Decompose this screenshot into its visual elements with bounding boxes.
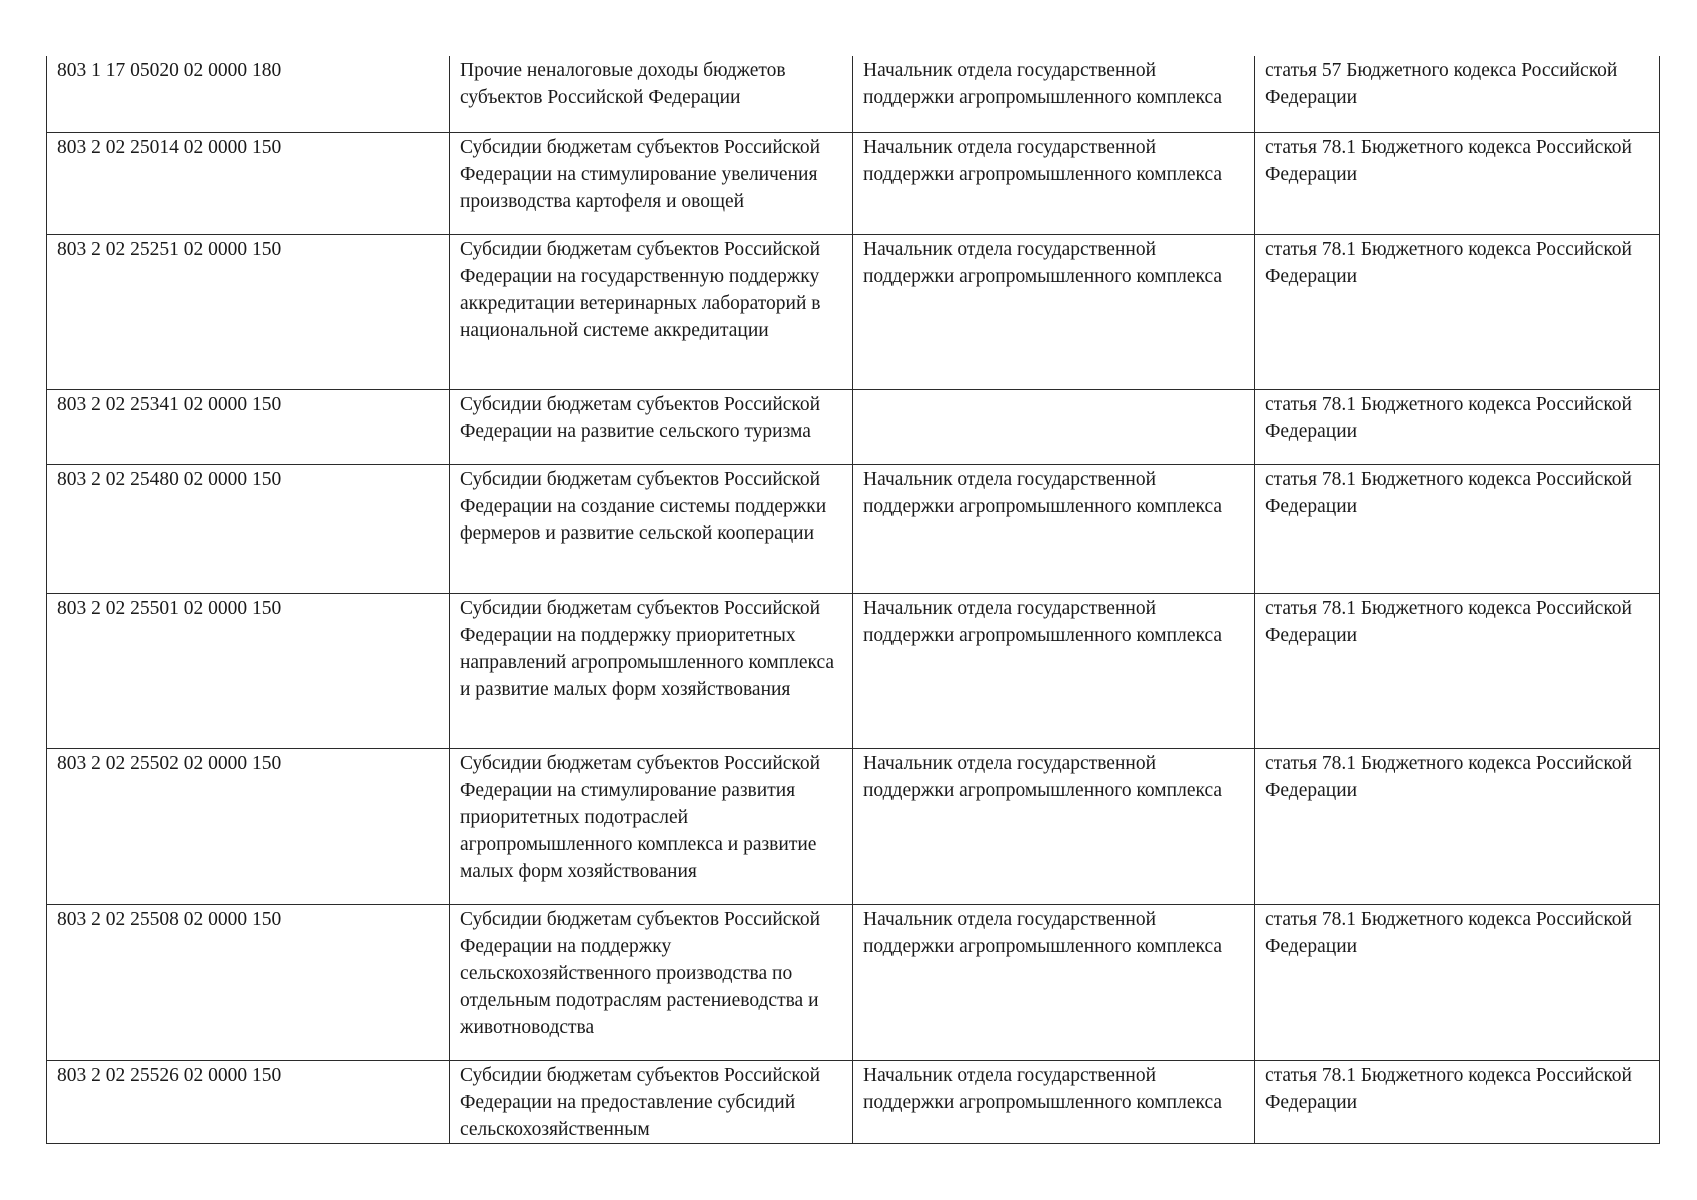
table-row [47,389,1660,464]
legal-basis-cell: статья 78.1 Бюджетного кодекса Российской Федерации [1255,234,1660,389]
legal-basis-cell: статья 78.1 Бюджетного кодекса Российской Федерации [1255,132,1660,234]
legal-basis-cell: статья 78.1 Бюджетного кодекса Российской Федерации [1255,1060,1660,1143]
revenue-code-cell: 803 2 02 25014 02 0000 150 [47,132,450,234]
legal-basis-cell: статья 78.1 Бюджетного кодекса Российской Федерации [1255,904,1660,1060]
revenue-code-cell: 803 2 02 25508 02 0000 150 [47,904,450,1060]
revenue-code-cell: 803 2 02 25526 02 0000 150 [47,1060,450,1143]
revenue-name-cell: Прочие неналоговые доходы бюджетов субъектов Российской Федерации [450,56,853,132]
revenue-name-cell: Субсидии бюджетам субъектов Российской Федерации на поддержку приоритетных направлений агропромышленного комплекса и развитие малых форм хозяйствования [450,593,853,748]
table-row [47,464,1660,593]
responsible-cell: Начальник отдела государственной поддержки агропромышленного комплекса [853,904,1255,1060]
table-row [47,593,1660,748]
legal-basis-cell: статья 78.1 Бюджетного кодекса Российской Федерации [1255,389,1660,464]
revenue-code-cell: 803 1 17 05020 02 0000 180 [47,56,450,132]
table-row [47,1060,1660,1143]
revenue-code-cell: 803 2 02 25501 02 0000 150 [47,593,450,748]
legal-basis-cell: статья 78.1 Бюджетного кодекса Российской Федерации [1255,464,1660,593]
table-row [47,904,1660,1060]
responsible-cell: Начальник отдела государственной поддержки агропромышленного комплекса [853,56,1255,132]
revenue-code-cell: 803 2 02 25502 02 0000 150 [47,748,450,904]
budget-revenue-table [46,56,1660,1144]
revenue-name-cell: Субсидии бюджетам субъектов Российской Федерации на развитие сельского туризма [450,389,853,464]
revenue-name-cell: Субсидии бюджетам субъектов Российской Федерации на стимулирование развития приоритетных подотраслей агропромышленного комплекса и развитие малых форм хозяйствования [450,748,853,904]
legal-basis-cell: статья 78.1 Бюджетного кодекса Российской Федерации [1255,593,1660,748]
legal-basis-cell: статья 78.1 Бюджетного кодекса Российской Федерации [1255,748,1660,904]
responsible-cell: Начальник отдела государственной поддержки агропромышленного комплекса [853,234,1255,389]
revenue-name-cell: Субсидии бюджетам субъектов Российской Федерации на стимулирование увеличения производства картофеля и овощей [450,132,853,234]
revenue-name-cell: Субсидии бюджетам субъектов Российской Федерации на государственную поддержку аккредитации ветеринарных лабораторий в национальной системе аккредитации [450,234,853,389]
revenue-code-cell: 803 2 02 25341 02 0000 150 [47,389,450,464]
responsible-cell [853,389,1255,464]
table-row [47,132,1660,234]
revenue-code-cell: 803 2 02 25480 02 0000 150 [47,464,450,593]
table-row [47,56,1660,132]
responsible-cell: Начальник отдела государственной поддержки агропромышленного комплекса [853,132,1255,234]
document-page [46,56,1659,1144]
table-row [47,234,1660,389]
legal-basis-cell: статья 57 Бюджетного кодекса Российской Федерации [1255,56,1660,132]
responsible-cell: Начальник отдела государственной поддержки агропромышленного комплекса [853,464,1255,593]
responsible-cell: Начальник отдела государственной поддержки агропромышленного комплекса [853,748,1255,904]
responsible-cell: Начальник отдела государственной поддержки агропромышленного комплекса [853,1060,1255,1143]
revenue-name-cell: Субсидии бюджетам субъектов Российской Федерации на предоставление субсидий сельскохозяйственным [450,1060,853,1143]
table-row [47,748,1660,904]
revenue-code-cell: 803 2 02 25251 02 0000 150 [47,234,450,389]
responsible-cell: Начальник отдела государственной поддержки агропромышленного комплекса [853,593,1255,748]
revenue-name-cell: Субсидии бюджетам субъектов Российской Федерации на поддержку сельскохозяйственного производства по отдельным подотраслям растениеводства и животноводства [450,904,853,1060]
revenue-name-cell: Субсидии бюджетам субъектов Российской Федерации на создание системы поддержки фермеров и развитие сельской кооперации [450,464,853,593]
